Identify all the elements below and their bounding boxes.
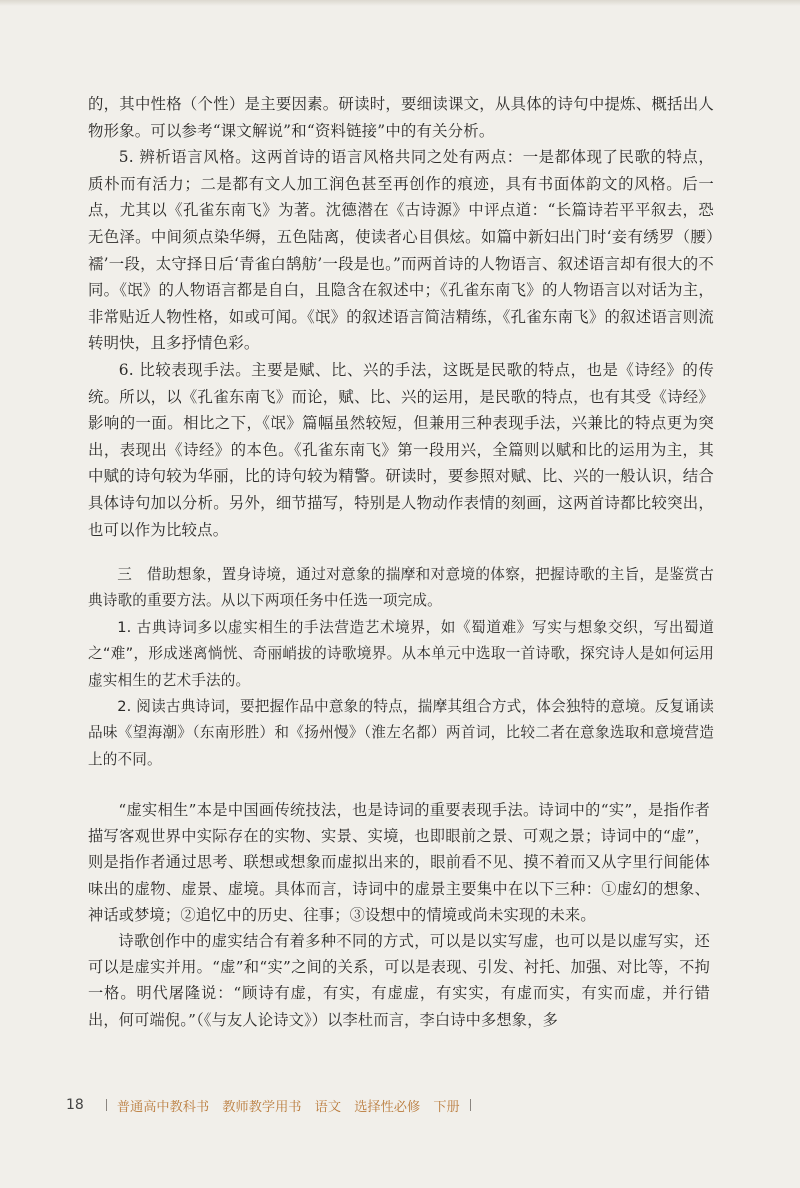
page-top-edge	[0, 0, 800, 6]
page-footer	[66, 1094, 481, 1116]
task-option-2: 2. 阅读古典诗词，要把握作品中意象的特点，揣摩其组合方式，体会独特的意境。反复诵读品味《望海潮》（东南形胜）和《扬州慢》（淮左名都）两首词，比较二者在意象选取和意境营造上的不同。	[88, 698, 714, 768]
note-paragraph-2: 诗歌创作中的虚实结合有着多种不同的方式，可以是以实写虚，也可以是以虚写实，还可以是虚实并用。“虚”和“实”之间的关系，可以是表现、引发、衬托、加强、对比等，不拘一格。明代屠隆说：“顾诗有虚，有实，有虚虚，有实实，有虚而实，有实而虚，并行错出，何可端倪。”（《与友人论诗文》）以李杜而言，李白诗中多想象，多	[88, 932, 710, 1029]
footer-divider-right	[470, 1099, 471, 1111]
paragraph-language-style: 5. 辨析语言风格。这两首诗的语言风格共同之处有两点：一是都体现了民歌的特点，质朴而有活力；二是都有文人加工润色甚至再创作的痕迹，具有书面体韵文的风格。后一点，尤其以《孔雀东南飞》为著。沈德潜在《古诗源》中评点道：“长篇诗若平平叙去，恐无色泽。中间须点染华缛，五色陆离，使读者心目俱炫。如篇中新妇出门时‘妾有绣罗（腰）襦’一段，太守择日后‘青雀白鹄舫’一段是也。”而两首诗的人物语言、叙述语言却有很大的不同。《氓》的人物语言都是自白，且隐含在叙述中；《孔雀东南飞》的人物语言以对话为主，非常贴近人物性格，如或可闻。《氓》的叙述语言简洁精练，《孔雀东南飞》的叙述语言则流转明快，且多抒情色彩。	[88, 148, 714, 353]
task-intro: 三 借助想象，置身诗境，通过对意象的揣摩和对意境的体察，把握诗歌的主旨，是鉴赏古典诗歌的重要方法。从以下两项任务中任选一项完成。	[88, 566, 714, 610]
footer-divider-left	[106, 1099, 107, 1111]
paragraph-continuation: 的，其中性格（个性）是主要因素。研读时，要细读课文，从具体的诗句中提炼、概括出人物形象。可以参考“课文解说”和“资料链接”中的有关分析。	[88, 95, 714, 140]
paragraph-expression-technique: 6. 比较表现手法。主要是赋、比、兴的手法，这既是民歌的特点，也是《诗经》的传统。所以，以《孔雀东南飞》而论，赋、比、兴的运用，是民歌的特点，也有其受《诗经》影响的一面。相比之下，《氓》篇幅虽然较短，但兼用三种表现手法，兴兼比的特点更为突出，表现出《诗经》的本色。《孔雀东南飞》第一段用兴，全篇则以赋和比的运用为主，其中赋的诗句较为华丽，比的诗句较为精警。研读时，要参照对赋、比、兴的一般认识，结合具体诗句加以分析。另外，细节描写，特别是人物动作表情的刻画，这两首诗都比较突出，也可以作为比较点。	[88, 360, 714, 539]
task-section	[88, 562, 714, 773]
task-option-1: 1. 古典诗词多以虚实相生的手法营造艺术境界，如《蜀道难》写实与想象交织，写出蜀道之“难”，形成迷离惝恍、奇丽峭拔的诗歌境界。从本单元中选取一首诗歌，探究诗人是如何运用虚实相生的艺术手法的。	[88, 618, 714, 689]
page-number: 18	[66, 1097, 84, 1113]
book-series-title: 普通高中教科书 教师教学用书 语文 选择性必修 下册	[116, 1099, 460, 1115]
analysis-section	[88, 91, 714, 543]
note-paragraph-1: “虚实相生”本是中国画传统技法，也是诗词的重要表现手法。诗词中的“实”，是指作者描写客观世界中实际存在的实物、实景、实境，也即眼前之景、可观之景；诗词中的“虚”，则是指作者通过思考、联想或想象而虚拟出来的，眼前看不见、摸不着而又从字里行间能体味出的虚物、虚景、虚境。具体而言，诗词中的虚景主要集中在以下三种：①虚幻的想象、神话或梦境；②追忆中的历史、往事；③设想中的情境或尚未实现的未来。	[88, 801, 710, 924]
note-section	[88, 797, 710, 1033]
